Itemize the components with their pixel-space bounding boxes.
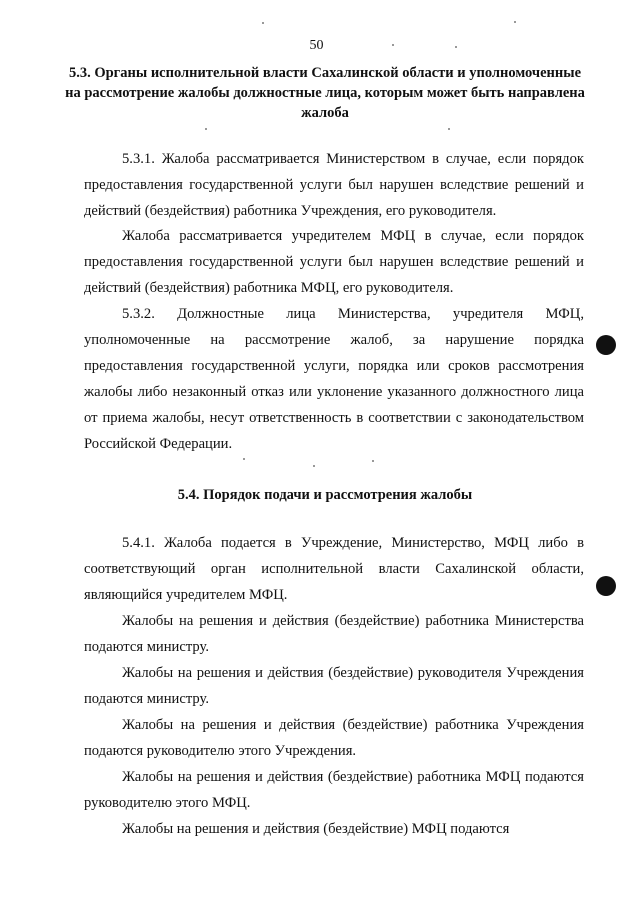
paragraph-5-3-2: 5.3.2. Должностные лица Министерства, учредителя МФЦ, уполномоченные на рассмотрение жалоб, за нарушение порядка предоставления государственной услуги, порядка или сроков рассмотрения жалобы либо незаконный отказ или уклонение указанного должностного лица от приема жалобы, несут ответственность в соответствии с законодательством Российской Федерации. xyxy=(84,306,584,452)
scan-speck xyxy=(514,21,516,23)
scan-speck xyxy=(243,458,245,460)
paragraph-employee: Жалобы на решения и действия (бездействие) работника Учреждения подаются руководителю этого Учреждения. xyxy=(84,717,584,759)
scan-speck xyxy=(205,128,207,130)
binder-hole-dot xyxy=(596,335,616,355)
binder-hole-dot xyxy=(596,576,616,596)
paragraph-minister: Жалобы на решения и действия (бездействие) работника Министерства подаются министру. xyxy=(84,613,584,655)
scan-speck xyxy=(313,465,315,467)
scan-speck xyxy=(372,460,374,462)
paragraph-5-3-1: 5.3.1. Жалоба рассматривается Министерством в случае, если порядок предоставления государственной услуги был нарушен вследствие решений и действий (бездействия) работника Учреждения, его руководителя. xyxy=(84,151,584,219)
scan-speck xyxy=(262,22,264,24)
paragraph-mfc: Жалобы на решения и действия (бездействие) МФЦ подаются xyxy=(122,821,510,837)
page-number: 50 xyxy=(309,38,324,53)
paragraph-5-3-1-continued: Жалоба рассматривается учредителем МФЦ в случае, если порядок предоставления государственной услуги был нарушен вследствие решений и действий (бездействия) работника МФЦ, его руководителя. xyxy=(84,228,584,296)
scan-speck xyxy=(455,46,457,48)
section-heading-5-4: 5.4. Порядок подачи и рассмотрения жалобы xyxy=(177,487,473,503)
scan-speck xyxy=(448,128,450,130)
paragraph-5-4-1: 5.4.1. Жалоба подается в Учреждение, Министерство, МФЦ либо в соответствующий орган исполнительной власти Сахалинской области, являющийся учредителем МФЦ. xyxy=(84,535,584,603)
paragraph-head: Жалобы на решения и действия (бездействие) руководителя Учреждения подаются министру. xyxy=(84,665,584,707)
scan-speck xyxy=(392,44,394,46)
paragraph-mfc-employee: Жалобы на решения и действия (бездействие) работника МФЦ подаются руководителю этого МФЦ. xyxy=(84,769,584,811)
section-heading-5-3: 5.3. Органы исполнительной власти Сахалинской области и уполномоченные на рассмотрение жалобы должностные лица, которым может быть направлена жалоба xyxy=(65,65,585,121)
